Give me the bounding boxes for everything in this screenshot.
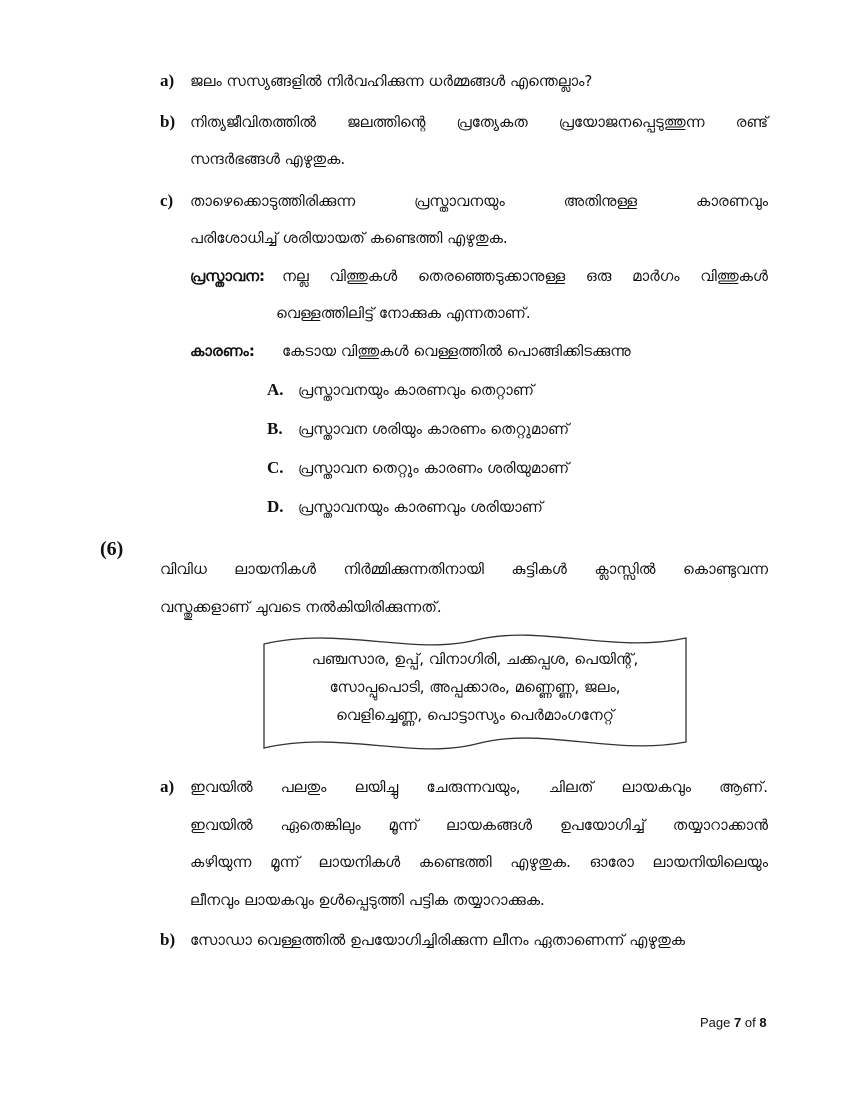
reason-label: കാരണം: <box>190 342 255 360</box>
q6a-line3: കഴിയുന്ന മൂന്ന് ലായനികൾ കണ്ടെത്തി എഴുതുക. ഓരോ ലായനിയിലെയും <box>190 853 768 871</box>
option-a-letter: A. <box>267 380 284 399</box>
q5a-text: ജലം സസ്യങ്ങളിൽ നിർവഹിക്കുന്ന ധർമ്മങ്ങൾ എന്തെല്ലാം? <box>190 72 593 90</box>
q6-intro-line1: വിവിധ ലായനികൾ നിർമ്മിക്കുന്നതിനായി കുട്ടികൾ ക്ലാസ്സിൽ കൊണ്ടുവന്ന <box>160 560 768 578</box>
statement-line1: നല്ല വിത്തുകൾ തെരഞ്ഞെടുക്കാനുള്ള ഒരു മാർഗം വിത്തുകൾ <box>282 267 768 285</box>
q6b-label: b) <box>160 930 176 949</box>
page-current: 7 <box>734 1015 742 1030</box>
materials-line-1: പഞ്ചസാര, ഉപ്പ്, വിനാഗിരി, ചക്കപ്പശ, പെയിന്റ്, <box>311 650 639 668</box>
q6b-text: സോഡാ വെള്ളത്തിൽ ഉപയോഗിച്ചിരിക്കുന്ന ലീനം ഏതാണെന്ന് എഴുതുക <box>190 931 686 949</box>
option-d-text: പ്രസ്താവനയും കാരണവും ശരിയാണ് <box>298 498 543 516</box>
q5b-line2: സന്ദർഭങ്ങൾ എഴുതുക. <box>190 150 346 168</box>
page-footer <box>700 1015 767 1030</box>
q6a-line4: ലീനവും ലായകവും ഉൾപ്പെടുത്തി പട്ടിക തയ്യാറാക്കുക. <box>190 891 545 909</box>
option-b-text: പ്രസ്താവന ശരിയും കാരണം തെറ്റുമാണ് <box>298 420 570 438</box>
statement-line2: വെള്ളത്തിലിട്ട് നോക്കുക എന്നതാണ്. <box>276 304 531 322</box>
page-word: Page <box>700 1015 731 1030</box>
q5c-line2: പരിശോധിച്ച് ശരിയായത് കണ്ടെത്തി എഴുതുക. <box>190 229 508 247</box>
materials-line-3: വെളിച്ചെണ്ണ, പൊട്ടാസ്യം പെർമാംഗനേറ്റ് <box>336 706 614 724</box>
reason-text: കേടായ വിത്തുകൾ വെള്ളത്തിൽ പൊങ്ങിക്കിടക്കുന്നു <box>282 342 631 360</box>
q6-intro-line2: വസ്തുക്കളാണ് ചുവടെ നൽകിയിരിക്കുന്നത്. <box>160 598 442 616</box>
option-c-letter: C. <box>267 458 284 477</box>
q5b-line1: നിത്യജീവിതത്തിൽ ജലത്തിന്റെ പ്രത്യേകത പ്രയോജനപ്പെടുത്തുന്ന രണ്ട് <box>190 113 768 131</box>
q6-number: (6) <box>100 538 124 560</box>
q5c-line1: താഴെക്കൊടുത്തിരിക്കുന്ന പ്രസ്താവനയും അതിനുള്ള കാരണവും <box>190 192 768 210</box>
option-d-letter: D. <box>267 497 284 516</box>
materials-line-2: സോപ്പുപൊടി, അപ്പക്കാരം, മണ്ണെണ്ണ, ജലം, <box>329 678 621 696</box>
option-b-letter: B. <box>267 419 283 438</box>
q6a-line1: ഇവയിൽ പലതും ലയിച്ചു ചേരുന്നവയും, ചിലത് ലായകവും ആണ്. <box>190 778 768 796</box>
option-a-text: പ്രസ്താവനയും കാരണവും തെറ്റാണ് <box>298 381 535 399</box>
statement-label: പ്രസ്താവന: <box>190 267 266 285</box>
page-total: 8 <box>759 1015 767 1030</box>
q6a-label: a) <box>160 777 175 796</box>
option-c-text: പ്രസ്താവന തെറ്റും കാരണം ശരിയുമാണ് <box>298 459 570 477</box>
q5c-label: c) <box>160 191 174 210</box>
q5b-label: b) <box>160 112 176 131</box>
materials-box <box>262 650 688 734</box>
page-of: of <box>744 1015 756 1030</box>
q5a-label: a) <box>160 71 175 90</box>
q6a-line2: ഇവയിൽ ഏതെങ്കിലും മൂന്ന് ലായകങ്ങൾ ഉപയോഗിച്ച് തയ്യാറാക്കാൻ <box>190 816 768 834</box>
